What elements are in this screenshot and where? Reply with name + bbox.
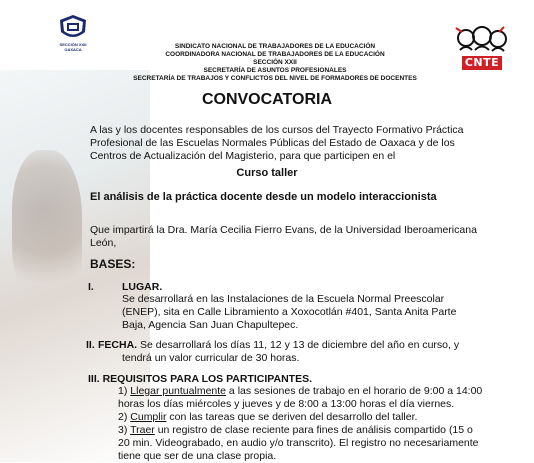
requisito-underlined: Cumplir <box>130 411 167 423</box>
logo-caption-oaxaca: OAXACA <box>64 47 82 52</box>
requisito-text: a las sesiones de trabajo en el horario de 9:00 a 14:00 <box>226 385 483 397</box>
requisito-line <box>118 411 498 424</box>
instructor-line: Que impartirá la Dra. María Cecilia Fierro Evans, de la Universidad Iberoamericana <box>90 224 477 236</box>
cnte-badge: CNTE <box>462 56 502 70</box>
requisito-number: 1) <box>118 385 131 397</box>
requisitos-heading: III. REQUISITOS PARA LOS PARTICIPANTES. <box>88 373 313 385</box>
requisito-text: horas los días miércoles y jueves y de 8:00 a 13:00 horas el día viernes. <box>118 398 455 410</box>
requisito-text: un registro de clase reciente para fines de análisis compartido (15 o <box>154 424 473 436</box>
page-title: CONVOCATORIA <box>201 91 333 108</box>
requisito-number: 3) <box>118 424 131 436</box>
cnte-faces-icon <box>452 24 510 58</box>
lugar-line: (ENEP), sita en Calle Libramiento a Xoxocotlán #401, Santa Anita Parte <box>122 306 457 318</box>
fecha-label: FECHA. <box>98 339 138 351</box>
logo-caption-seccion: SECCIÓN XXII <box>59 42 87 47</box>
header-line-3: SECCIÓN XXII <box>253 59 297 66</box>
instructor-paragraph <box>90 224 490 250</box>
requisito-line <box>118 450 498 463</box>
fecha-body <box>98 339 478 365</box>
requisito-underlined: Traer <box>130 424 155 436</box>
requisito-line <box>118 437 498 450</box>
cnte-logo <box>452 24 510 72</box>
intro-paragraph <box>90 124 490 163</box>
lugar-line: Baja, Agencia San Juan Chapultepec. <box>122 319 299 331</box>
requisito-number: 2) <box>118 411 131 423</box>
header-line-4: SECRETARÍA DE ASUNTOS PROFESIONALES <box>203 67 347 74</box>
instructor-line: León, <box>90 237 117 249</box>
document-header <box>100 43 450 83</box>
lugar-label: LUGAR. <box>122 281 163 293</box>
snte-seccion-xxii-logo <box>55 14 91 52</box>
header-line-5: SECRETARÍA DE TRABAJOS Y CONFLICTOS DEL NIVEL DE FORMADORES DE DOCENTES <box>133 75 417 82</box>
requisito-text: tiene que ser de una clase propia. <box>118 450 277 462</box>
requisitos-list <box>118 385 498 463</box>
requisito-line <box>118 424 498 437</box>
snte-emblem-icon <box>58 14 88 42</box>
header-line-1: SINDICATO NACIONAL DE TRABAJADORES DE LA EDUCACIÓN <box>174 43 376 50</box>
header-line-2: COORDINADORA NACIONAL DE TRABAJADORES DE LA EDUCACIÓN <box>165 51 385 58</box>
requisito-text: con las tareas que se deriven del desarrollo del taller. <box>166 411 418 423</box>
requisito-underlined: Llegar puntualmente <box>130 385 227 397</box>
lugar-line: Se desarrollará en las Instalaciones de la Escuela Normal Preescolar <box>122 293 445 305</box>
intro-line: A las y los docentes responsables de los cursos del Trayecto Formativo Práctica <box>90 124 464 136</box>
fecha-line-1-text: Se desarrollará los días 11, 12 y 13 de diciembre del año en curso, y <box>137 339 460 351</box>
intro-line: Profesional de las Escuelas Normales Públicas del Estado de Oaxaca y de los <box>90 137 455 149</box>
fecha-number: II. <box>86 339 95 351</box>
course-title: El análisis de la práctica docente desde un modelo interaccionista <box>90 191 437 203</box>
bases-heading: BASES: <box>90 257 136 271</box>
lugar-body <box>122 293 502 332</box>
requisito-text: 20 min. Videograbado, en audio y/o transcrito). El registro no necesariamente <box>118 437 479 449</box>
intro-line: Centros de Actualización del Magisterio, para que participen en el <box>90 150 396 162</box>
requisito-line <box>118 385 498 398</box>
course-type: Curso taller <box>236 167 298 179</box>
requisito-line <box>118 398 498 411</box>
fecha-line-1 <box>98 339 478 352</box>
lugar-number: I. <box>88 281 94 293</box>
fecha-line-2: tendrá un valor curricular de 30 horas. <box>122 352 300 364</box>
